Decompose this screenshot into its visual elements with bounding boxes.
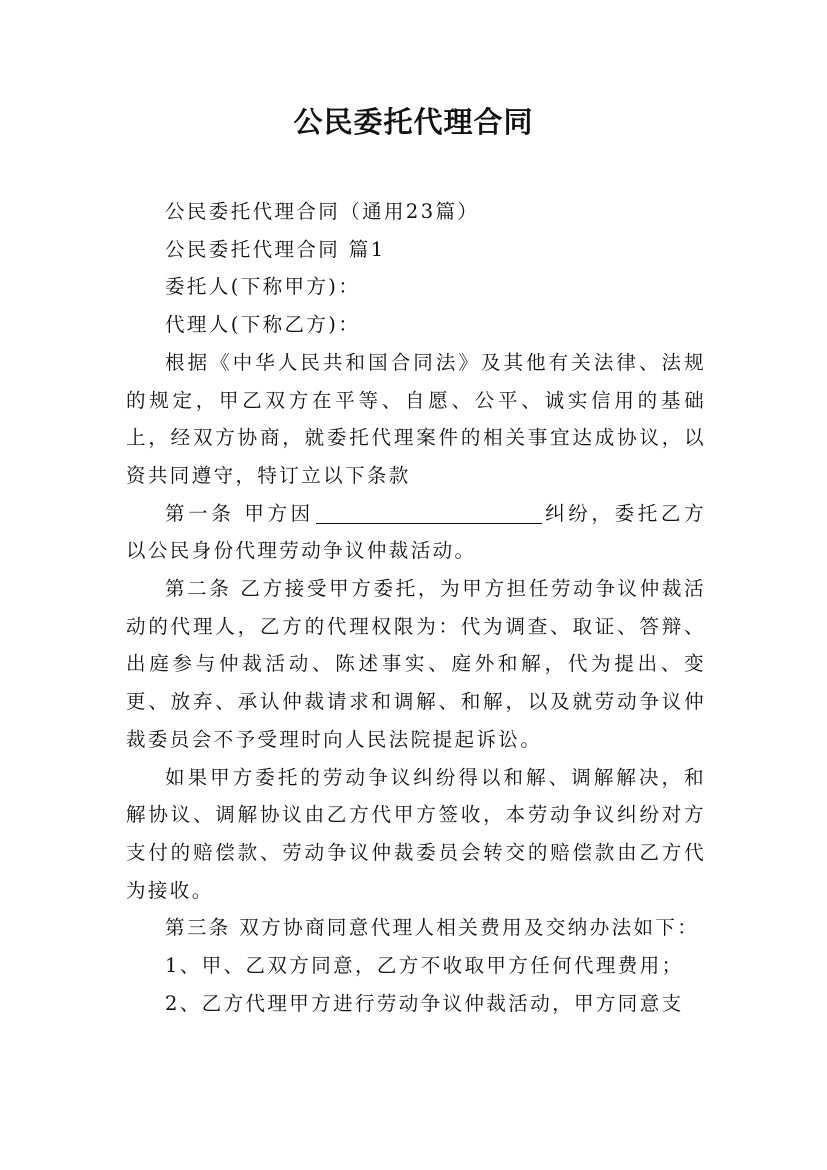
section-heading: 公民委托代理合同 篇1 (165, 237, 386, 261)
article-1-before-blank: 第一条 甲方因 (165, 501, 314, 525)
principal-line: 委托人(下称甲方)： (165, 275, 361, 299)
fill-in-blank-line (316, 503, 542, 524)
intro-paragraph: 根据《中华人民共和国合同法》及其他有关法律、法规的规定，甲乙双方在平等、自愿、公平、诚实信用的基础上，经双方协商，就委托代理案件的相关事宜达成协议，以资共同遵守，特订立以下条款 (126, 350, 706, 487)
agent-line: 代理人(下称乙方)： (165, 313, 361, 337)
document-title: 公民委托代理合同 (293, 105, 534, 139)
item-2-paragraph: 2、乙方代理甲方进行劳动争议仲裁活动，甲方同意支 (165, 991, 684, 1015)
item-1-paragraph: 1、甲、乙双方同意，乙方不收取甲方任何代理费用； (165, 954, 684, 978)
article-2-paragraph: 第二条 乙方接受甲方委托，为甲方担任劳动争议仲裁活动的代理人，乙方的代理权限为：代为调查、取证、答辩、出庭参与仲裁活动、陈述事实、庭外和解，代为提出、变更、放弃、承认仲裁请求和调解、和解，以及就劳动争议仲裁委员会不予受理时向人民法院提起诉讼。 (126, 577, 706, 751)
article-3-paragraph: 第三条 双方协商同意代理人相关费用及交纳办法如下： (165, 916, 700, 940)
settlement-paragraph: 如果甲方委托的劳动争议纠纷得以和解、调解解决，和解协议、调解协议由乙方代甲方签收，本劳动争议纠纷对方支付的赔偿款、劳动争议仲裁委员会转交的赔偿款由乙方代为接收。 (126, 765, 706, 902)
article-1-after-blank: 纠纷，委托乙方以公民身份代理劳动争议仲裁活动。 (126, 501, 706, 563)
document-body (126, 193, 706, 1022)
document-subtitle: 公民委托代理合同（通用23篇） (165, 200, 480, 223)
article-1-paragraph (126, 495, 706, 570)
